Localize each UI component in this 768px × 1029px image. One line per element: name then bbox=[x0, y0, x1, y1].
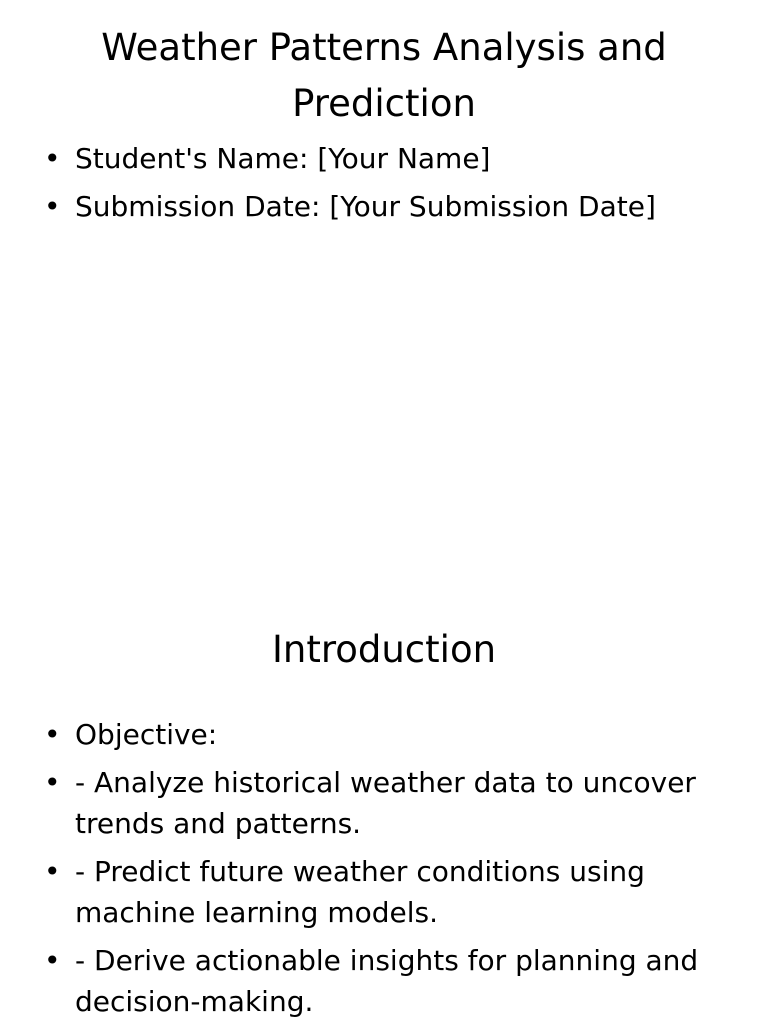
bullet-icon: • bbox=[44, 944, 61, 977]
bullet-item-derive bbox=[0, 940, 728, 1022]
bullet-icon: • bbox=[44, 855, 61, 888]
bullet-item-analyze bbox=[0, 762, 728, 844]
bullet-text: Submission Date: [Your Submission Date] bbox=[75, 190, 656, 223]
bullet-icon: • bbox=[44, 190, 61, 223]
bullet-text: Objective: bbox=[75, 718, 218, 751]
bullet-text: - Analyze historical weather data to uncover trends and patterns. bbox=[75, 766, 696, 840]
bullet-item-submission-date bbox=[0, 186, 728, 227]
bullet-icon: • bbox=[44, 142, 61, 175]
bullet-item-student-name bbox=[0, 138, 728, 179]
bullet-icon: • bbox=[44, 718, 61, 751]
bullet-icon: • bbox=[44, 766, 61, 799]
bullet-text: - Predict future weather conditions using machine learning models. bbox=[75, 855, 645, 929]
bullet-item-predict bbox=[0, 851, 728, 933]
introduction-slide bbox=[0, 600, 768, 1024]
bullet-text: - Derive actionable insights for planning and decision-making. bbox=[75, 944, 699, 1018]
bullet-list bbox=[0, 714, 728, 1029]
bullet-list bbox=[0, 138, 728, 234]
bullet-item-objective bbox=[0, 714, 728, 755]
bullet-text: Student's Name: [Your Name] bbox=[75, 142, 491, 175]
slide-title: Weather Patterns Analysis and Prediction bbox=[101, 26, 667, 125]
slide-title: Introduction bbox=[271, 628, 497, 671]
